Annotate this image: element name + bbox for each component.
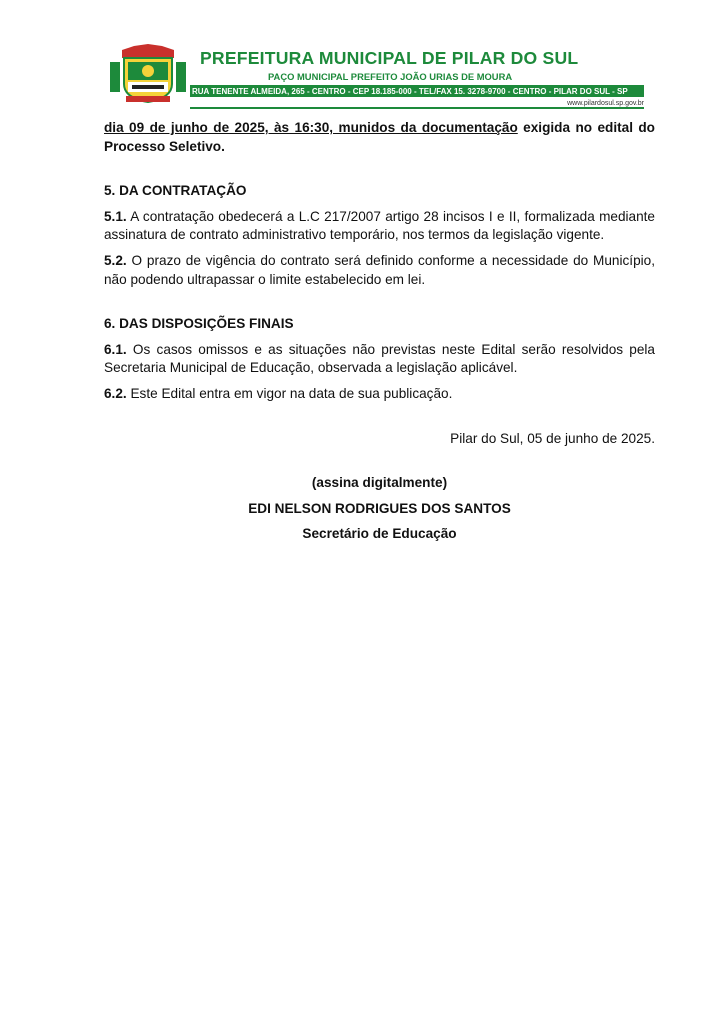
- clause-number: 6.1.: [104, 341, 127, 357]
- intro-rest: exigida no edital do Processo Seletivo.: [104, 120, 655, 154]
- clause-5-1: [104, 208, 655, 245]
- clause-number: 5.2.: [104, 252, 127, 268]
- clause-text: Este Edital entra em vigor na data de sua publicação.: [126, 385, 453, 401]
- clause-5-2: [104, 252, 655, 289]
- letterhead: [108, 44, 644, 110]
- signature-note: (assina digitalmente): [311, 475, 448, 491]
- clause-text: O prazo de vigência do contrato será definido conforme a necessidade do Município, não podendo ultrapassar o limite estabelecido em lei.: [104, 252, 655, 287]
- document-body: [104, 119, 655, 544]
- section-5-heading: 5. DA CONTRATAÇÃO: [104, 183, 247, 199]
- header-address: RUA TENENTE ALMEIDA, 265 - CENTRO - CEP 18.185-000 - TEL/FAX 15. 3278-9700 - CENTRO - PILAR DO SUL - SP: [192, 87, 628, 96]
- header-website: www.pilardosul.sp.gov.br: [567, 100, 644, 107]
- intro-paragraph: [104, 119, 655, 156]
- clause-6-1: [104, 341, 655, 378]
- date-line: Pilar do Sul, 05 de junho de 2025.: [450, 430, 655, 446]
- header-subtitle: PAÇO MUNICIPAL PREFEITO JOÃO URIAS DE MOURA: [268, 71, 513, 82]
- intro-underlined: dia 09 de junho de 2025, às 16:30, munidos da documentação: [104, 120, 518, 135]
- clause-6-2: [104, 385, 655, 404]
- clause-text: Os casos omissos e as situações não previstas neste Edital serão resolvidos pela Secretaria Municipal de Educação, observada a legislação aplicável.: [104, 341, 655, 376]
- header-divider: [190, 107, 644, 109]
- clause-number: 5.1.: [104, 208, 127, 224]
- clause-number: 6.2.: [104, 385, 127, 401]
- signature-name: EDI NELSON RODRIGUES DOS SANTOS: [248, 500, 511, 516]
- section-6-heading: 6. DAS DISPOSIÇÕES FINAIS: [104, 316, 294, 332]
- clause-text: A contratação obedecerá a L.C 217/2007 artigo 28 incisos I e II, formalizada mediante assinatura de contrato administrativo temporário, nos termos da legislação vigente.: [104, 208, 655, 243]
- signature-role: Secretário de Educação: [302, 526, 457, 542]
- header-title: PREFEITURA MUNICIPAL DE PILAR DO SUL: [200, 48, 579, 68]
- municipal-crest-icon: [108, 44, 188, 104]
